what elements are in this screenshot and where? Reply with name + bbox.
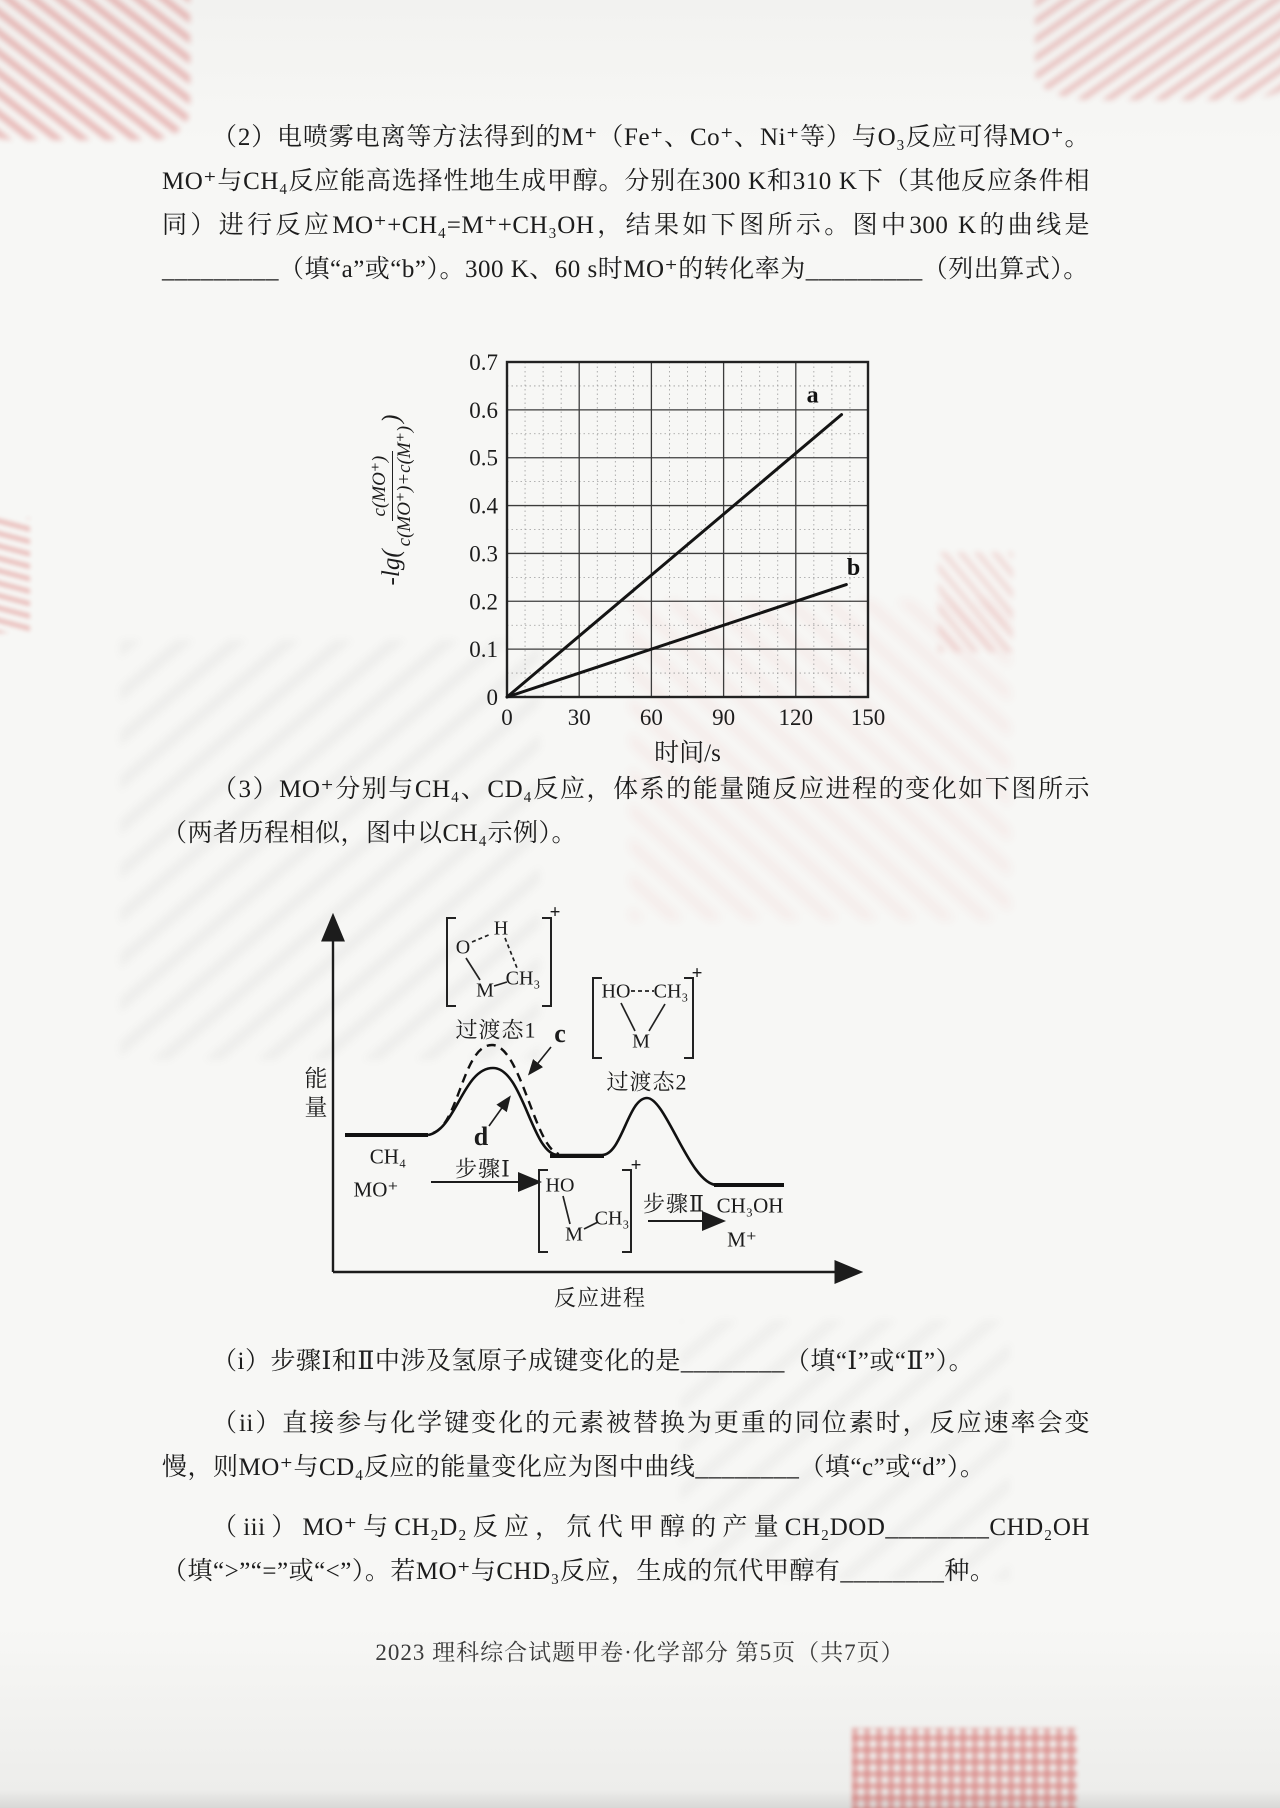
question-ii-text: （ii）直接参与化学键变化的元素被替换为更重的同位素时，反应速率会变慢，则MO⁺与CD₄反应的能量变化应为图中曲线________（填“c”或“d”）。 — [162, 1410, 1090, 1481]
y-tick-label: 0.2 — [469, 589, 498, 615]
x-tick-label: 60 — [639, 705, 663, 730]
stamp-watermark-left-edge — [0, 518, 30, 633]
curve-c-label: c — [554, 1019, 566, 1048]
y-tick-label: 0.1 — [469, 637, 498, 663]
x-tick-label: 90 — [712, 705, 736, 730]
stamp-watermark-right-middle — [938, 552, 1013, 652]
energy-diagram-canvas — [300, 880, 980, 1320]
ts1-bond-o-m — [466, 958, 480, 980]
ts2-charge: + — [691, 963, 703, 984]
step2-label: 步骤Ⅱ — [643, 1191, 705, 1217]
ts1-bracket-right — [542, 918, 551, 1006]
curve-d-label: d — [473, 1122, 489, 1151]
energy-diagram — [300, 880, 980, 1320]
question-2-text: （2）电喷雾电离等方法得到的M⁺（Fe⁺、Co⁺、Ni⁺等）与O₃反应可得MO⁺。MO⁺与CH₄反应能高选择性地生成甲醇。分别在300 K和310 K下（其他反应条件相同）进行反应MO⁺+CH₄=M⁺+CH₃OH，结果如下图所示。图中300 K的曲线是_________（填“a”或“b”）。300 K、60 s时MO⁺的转化率为_________（列出算式）。 — [162, 124, 1090, 283]
y-label-numerator: c(MO⁺) — [369, 451, 393, 522]
reactant-mo-label: MO⁺ — [353, 1177, 399, 1202]
d-pointer-arrow — [489, 1098, 509, 1126]
intermediate-bond-ho-m — [563, 1196, 570, 1224]
step1-label: 步骤Ⅰ — [455, 1156, 511, 1182]
ts2-atom-m: M — [632, 1030, 650, 1053]
stamp-watermark-bottom-right — [852, 1728, 1077, 1808]
intermediate-group-ch3: CH₃ — [594, 1207, 630, 1230]
y-tick-label: 0.3 — [469, 541, 498, 567]
series-line-a — [507, 415, 842, 697]
ts1-charge: + — [549, 902, 561, 923]
intermediate-atom-m: M — [565, 1223, 583, 1246]
ts2-bond-m-ch3 — [649, 1004, 665, 1031]
chart-y-axis-label — [357, 385, 427, 615]
page-footer: 2023 理科综合试题甲卷·化学部分 第5页（共7页） — [375, 1640, 905, 1665]
x-tick-label: 30 — [567, 705, 591, 730]
x-tick-label: 0 — [501, 705, 513, 730]
question-3-text: （3）MO⁺分别与CH₄、CD₄反应，体系的能量随反应进程的变化如下图所示（两者历程相似，图中以CH₄示例）。 — [162, 776, 1090, 847]
ts1-atom-m: M — [476, 979, 494, 1002]
ts1-group-ch3: CH₃ — [505, 967, 541, 990]
ts1-bond-o-h — [472, 934, 491, 942]
ts1-caption: 过渡态1 — [455, 1017, 537, 1043]
x-tick-label: 150 — [850, 705, 885, 730]
x-axis-title: 时间/s — [654, 740, 721, 767]
ts1-bracket-left — [447, 918, 456, 1006]
energy-axis-label: 能量 — [301, 1066, 327, 1124]
ts1-bond-h-ch3 — [505, 938, 517, 968]
x-tick-label: 120 — [778, 705, 814, 730]
y-tick-label: 0.5 — [469, 445, 498, 471]
intermediate-group-ho: HO — [545, 1174, 575, 1197]
ts1-atom-o: O — [455, 936, 471, 959]
ts2-group-ho: HO — [601, 980, 631, 1003]
reactant-ch4-label: CH₄ — [369, 1144, 407, 1169]
product-ch3oh-label: CH₃OH — [716, 1193, 784, 1218]
y-tick-label: 0.4 — [469, 493, 498, 519]
c-pointer-arrow — [530, 1047, 551, 1073]
question-iii-text: （iii）MO⁺与CH₂D₂反应，氘代甲醇的产量CH₂DOD________CHD₂OH（填“>”“=”或“<”）。若MO⁺与CHD₃反应，生成的氘代甲醇有________种。 — [162, 1514, 1090, 1585]
ts1-atom-h: H — [493, 917, 509, 940]
intermediate-charge: + — [630, 1155, 642, 1176]
y-label-suffix: ) — [378, 414, 405, 423]
y-tick-label: 0 — [486, 685, 498, 710]
y-label-denominator: c(MO⁺)+c(M⁺) — [393, 425, 415, 547]
series-label-b: b — [846, 554, 861, 581]
ts2-bond-ho-m — [621, 1003, 635, 1031]
ts2-group-ch3: CH₃ — [653, 980, 689, 1003]
question-i-text: （i）步骤Ⅰ和Ⅱ中涉及氢原子成键变化的是________（填“Ⅰ”或“Ⅱ”）。 — [212, 1348, 975, 1375]
y-tick-label: 0.6 — [469, 397, 498, 423]
y-tick-label: 0.7 — [469, 350, 498, 375]
product-m-label: M⁺ — [727, 1227, 757, 1252]
series-label-a: a — [806, 382, 819, 409]
stamp-watermark-top-right — [1035, 0, 1280, 100]
conversion-vs-time-chart — [445, 340, 885, 780]
y-label-fraction — [369, 426, 416, 546]
ts2-caption: 过渡态2 — [606, 1069, 688, 1095]
progress-axis-label: 反应进程 — [553, 1285, 647, 1311]
y-label-prefix: -lg( — [378, 549, 405, 586]
